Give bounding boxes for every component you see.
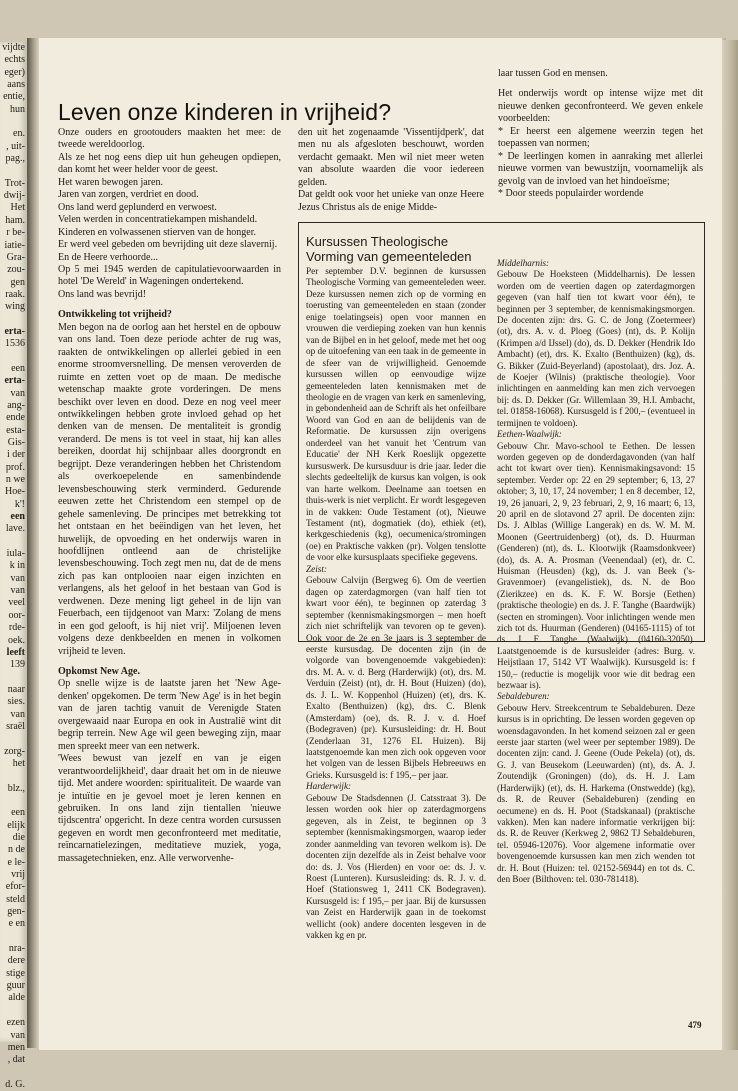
article-column-2-top bbox=[298, 127, 484, 214]
prev-page-fragment: een bbox=[11, 362, 25, 374]
box-intro: Per september D.V. beginnen de kursussen Theologische Vorming van gemeenteleden weer. Deze kursussen nemen zich op de vorming en toerusting van gemeenteleden en staan (zonder enige toelatingseis) open voor mannen en vrouwen die verdieping zoeken van hun kennis van de Bijbel en in het geloof, mede met het oog op de uitoefening van een taak in de gemeente in de sfeer van de vrijwilligheid. Genoemde kursussen willen op eenvoudige wijze gemeenteleden laten kennismaken met de theologie en de vragen van kerk en samenleving, in gebondenheid aan de Schrift als het onfeilbare Woord van God en aan de belijdenis van de Reformatie. De kursussen zijn overigens onderdeel van het vanuit het 'Centrum van Educatie' der NH Kerk Roeslijk opgezette kursuswerk. De kursusduur is drie jaar. Ieder die slechts gedeeltelijk de kursus kan volgen, is ook van harte welkom. Deelname aan toetsen en thuis-werk is niet verplicht. Er wordt lesgegeven in de vakken: Oude Testament (ot), Nieuwe Testament (nt), dogmatiek (do), ethiek (et), kerkgeschiedenis (kg), oecumenica/stromingen (oe) en Praktische vakken (pr). Volgen tenslotte de voor elke kursusplaats specifieke gegevens. bbox=[306, 266, 486, 563]
paragraph-middelaar-end: laar tussen God en mensen. bbox=[498, 68, 608, 79]
prev-page-fragment: Hoe- bbox=[5, 486, 25, 498]
prev-page-fragment: iula- bbox=[6, 548, 25, 560]
prev-page-fragment: Gis- bbox=[7, 437, 25, 448]
prev-page-fragment: elijk bbox=[7, 819, 25, 831]
prev-page-fragment: dwij- bbox=[3, 190, 25, 202]
prev-page-fragment: van bbox=[10, 572, 25, 584]
intro-line: Op 5 mei 1945 werden de capitulatievoorwaarden in hotel 'De Wereld' in Wageningen ondertekend. bbox=[58, 263, 281, 288]
prev-page-fragment: erta- bbox=[4, 375, 25, 387]
prev-page-fragment: e le- bbox=[7, 856, 25, 868]
prev-page-fragment: n de bbox=[8, 844, 25, 856]
prev-page-fragment: oor- bbox=[8, 609, 25, 621]
prev-page-fragment: gen- bbox=[7, 906, 25, 918]
prev-page-fragment: d. G. bbox=[5, 1078, 25, 1090]
intro-lines bbox=[58, 127, 281, 301]
paragraph-new-age: Op snelle wijze is de laatste jaren het 'New Age-denken' opgekomen. De term 'New Age' is in het begin van de jaren tachtig vanuit de Verenigde Staten overgewaaid naar Europa en ook in Australië wint dit begrip terrein. New Age wil geen beweging zijn, maar men spreekt meer van een netwerk. bbox=[58, 678, 281, 752]
prev-page-fragment: wing bbox=[5, 301, 25, 313]
intro-line: Onze ouders en grootouders maakten het mee: de tweede wereldoorlog. bbox=[58, 127, 281, 151]
prev-page-fragment bbox=[0, 536, 27, 548]
box-title-line-2: Vorming van gemeenteleden bbox=[306, 249, 472, 264]
prev-page-fragment bbox=[0, 770, 27, 782]
prev-page-fragment: een bbox=[11, 807, 25, 819]
box-title bbox=[306, 234, 472, 264]
prev-page-fragment: die bbox=[12, 832, 25, 843]
prev-page-fragment: Trot- bbox=[4, 177, 25, 189]
eethen-details: Gebouw Chr. Mavo-school te Eethen. De lessen worden gegeven op de donderdagavonden (van half acht tot kwart over tien). Kennismakingsavond: 15 september. Verder op: 22 en 29 september; 6, 13, 27 oktober; 3, 10, 17, 24 november; 1 en 8 december, 12, 19, 26 januari, 2, 9, 23 februari, 2, 9, 16 maart; 6, 13, 20 april en de slotavond 27 april. De docenten zijn: Ds. J. Alblas (Willige Langerak) en ds. W. M. M. Moonen (Geertruidenberg) (ot), ds. D. Huurman (Genderen) (nt), ds. L. Klootwijk (Raamsdonkveer) (do), ds. A. A. Prosman (Veenendaal) (et), dr. C. Huisman (Heusden) (kg), ds. J. van Beek ('s-Gravenmoer) (evangelistiek), ds. N. de Boo (Zierikzee) en ds. K. F. W. Borsje (Eethen) (praktische theologie) en ds. J. F. Tanghe (Baardwijk) (secten en stromingen). Voor inlichtingen wende men zich tot ds. Huurman (Genderen) (04165-1115) of tot ds. J. F. Tanghe (Waalwijk) (04160-32050). Laatstgenoemde is de kursusleider (adres: Burg. v. Heijstlaan 17, 5142 VT Waalwijk). Kursusgeld is: f 150,– (reductie is mogelijk voor wie dit bedrag een bezwaar is). bbox=[497, 440, 695, 691]
prev-page-fragment: guur bbox=[6, 980, 25, 992]
article-column-3-top bbox=[498, 68, 703, 201]
prev-page-fragment: efor- bbox=[5, 881, 25, 893]
prev-page-fragment: steld bbox=[6, 893, 25, 905]
heading-ontwikkeling: Ontwikkeling tot vrijheid? bbox=[58, 309, 172, 321]
prev-page-fragment bbox=[0, 795, 27, 807]
paragraph-middelaar: Dat geldt ook voor het unieke van onze Heere Jezus Christus als de enige Midde- bbox=[298, 189, 484, 213]
prev-page-fragment: ezen bbox=[6, 1017, 25, 1029]
page-number: 479 bbox=[688, 1020, 702, 1030]
prev-page-fragment: pag., bbox=[5, 153, 25, 165]
prev-page-fragment: dere bbox=[7, 955, 25, 967]
prev-page-fragment: Het bbox=[10, 202, 25, 214]
location-zeist: Zeist: bbox=[306, 563, 327, 574]
prev-page-fragment bbox=[0, 931, 27, 943]
intro-line: Als ze het nog eens diep uit hun geheugen opdiepen, dan komt het weer helder voor de geest. bbox=[58, 151, 281, 176]
prev-page-fragment: e en bbox=[8, 918, 25, 930]
box-column-left bbox=[306, 266, 486, 942]
example-bullets bbox=[498, 126, 703, 201]
prev-page-fragment: hun bbox=[10, 103, 25, 115]
intro-line: Kinderen en volwassenen stierven van de honger. bbox=[58, 226, 256, 238]
bullet-item: * De leerlingen komen in aanraking met allerlei nieuwe vormen van bewustzijn, voornamelijk als gevolg van de invloed van het hindoeïsme; bbox=[498, 150, 703, 187]
prev-page-fragment bbox=[0, 733, 27, 745]
zeist-details: Gebouw Calvijn (Bergweg 6). Om de veertien dagen op zaterdagmorgen (van half tien tot kwart voor één), te beginnen op zaterdag 3 september (kennismakingsmorgen – men hoeft zich niet schriftelijk van tevoren op te geven). Ook voor de 2e en 3e jaars is 3 september de eerste kursusdag. De docenten zijn (in de volgorde van bovengenoemde vakgebieden): drs. M. A. v. d. Berg (Harderwijk) (ot), drs. M. Verduin (Zeist) (nt), dr. H. Bout (Huizen) (do), ds. J. L. W. Koppenhol (Huizen) (et), drs. K. Exalto (Benthuizen) (kg), drs. C. Blenk (Amsterdam) (oe), ds. R. J. v. d. Hoef (Bodegraven) (pr). Kursusleiding: dr. H. Bout (Zenderlaan 31, 1276 EL Huizen). Bij laatstgenoemde kan men zich ook opgeven voor het volgen van de lessen Bijbels Hebreeuws en Grieks. Kursusgeld is: f 195,– per jaar. bbox=[306, 575, 486, 780]
location-harderwijk: Harderwijk: bbox=[306, 781, 352, 792]
prev-page-fragment bbox=[0, 351, 27, 363]
prev-page-fragment: sraël bbox=[6, 720, 25, 732]
prev-page-fragment: nra- bbox=[8, 943, 25, 955]
prev-page-fragment: leeft bbox=[6, 646, 25, 658]
box-title-line-1: Kursussen Theologische bbox=[306, 234, 449, 249]
prev-page-fragment bbox=[0, 314, 27, 326]
intro-line: Velen werden in concentratiekampen mishandeld. bbox=[58, 214, 258, 226]
paragraph-new-age-2: 'Wees bewust van jezelf en van je eigen verantwoordelijkheid', daar draait het om in de nieuwe tijd. Met andere woorden: spiritualiteit. De waarde van je intuïtie en je gevoel moet je leren kennen en gebruiken. In ons land zijn tientallen 'nieuwe tijdscentra' opgericht. In deze centra worden cursussen gegeven en wordt men geconfronteerd met meditatie, reïncarnatielezingen, meditatieve muziek, yoga, massagetechnieken, enz. Alle verworvenhe- bbox=[58, 753, 281, 864]
prev-page-fragment: lave. bbox=[5, 523, 25, 535]
prev-page-fragment: echts bbox=[4, 54, 25, 66]
prev-page-fragment: r be- bbox=[6, 227, 25, 239]
prev-page-fragment: , dat bbox=[7, 1054, 25, 1066]
prev-page-fragment: veel bbox=[8, 597, 25, 609]
article-title: Leven onze kinderen in vrijheid? bbox=[58, 99, 392, 125]
paragraph-ontwikkeling: Men begon na de oorlog aan het herstel en de opbouw van ons land. Toen deze periode achter de rug was, raakten de ontwikkelingen op allerlei gebied in een enorme stroomversnelling. De mensen veroverden de ruimte en zetten voet op de maan. De medische wetenschap maakte grote vorderingen. De mens beschikt over leven en dood. Deze en nog veel meer ontwikkelingen hebben grote invloed gehad op het denken van de mensen. De mentaliteit is grondig veranderd. De mens is tot veel in staat, hij kan alles bereiken, doordat hij schijnbaar alles doorgrondt en begrijpt. Deze veranderingen hebben het Christendom als overkoepelende en samenbindende levensbeschouwing sterk verminderd. Gedurende eeuwen zette het Christendom een stempel op de gehele samenleving. De principes met betrekking tot het ontstaan en het beëindigen van het leven, het huwelijk, de opvoeding en het onderwijs waren in hoofdlijnen ontleend aan de christelijke levensbeschouwing. Toch zegt men nu, dat de de mens zich pas kan ontplooien naar eigen inzichten en verlangens, als het geloof in het bestaan van God is verdwenen. Deze mening ligt geheel in de lijn van Feuerbach, een tijdgenoot van Marx: 'Zolang de mens in een god gelooft, is hij niet vrij'. Miljoenen leven volgens deze denkbeelden en menen in volkomen vrijheid te leven. bbox=[58, 321, 281, 657]
prev-page-fragment: i der bbox=[6, 449, 25, 461]
intro-line: Het waren bewogen jaren. bbox=[58, 176, 163, 188]
paragraph-onderwijs: Het onderwijs wordt op intense wijze met dit nieuwe denken geconfronteerd. We geven enkele voorbeelden: bbox=[498, 88, 703, 125]
intro-line: Ons land was bevrijd! bbox=[58, 288, 147, 300]
prev-page-fragment: men bbox=[7, 1041, 25, 1053]
prev-page-fragment: 139 bbox=[10, 659, 25, 671]
middelharnis-details: Gebouw De Hoeksteen (Middelharnis). De lessen worden om de veertien dagen op zaterdagmorgen gegeven (van half tien tot kwart voor één), te beginnen per 3 september, de kennismakingsmorgen. De docenten zijn: drs. G. C. de Jong (Zoetermeer) (ot), drs. A. v. d. Ploeg (Goes) (nt), ds. P. Kolijn (Krimpen a/d IJssel) (do), ds. D. Dekker (Hendrik Ido Ambacht) (et), drs. K. Exalto (Benthuizen) (kg), ds. G. Bikker (Zuid-Beyerland) (apostolaat), drs. Joz. A. de Koejer (Wilnis) (praktische theologie). Voor inlichtingen en aanmelding kan men zich vervoegen bij: ds. D. Dekker (Gr. Willemlaan 39, H.I. Ambacht, tel. 01858-16068). Kursusgeld is f 200,– (eventueel in termijnen te voldoen). bbox=[497, 269, 695, 428]
heading-new-age: Opkomst New Age. bbox=[58, 666, 140, 678]
bullet-item: * Door steeds populairder wordende bbox=[498, 188, 644, 200]
box-column-right bbox=[497, 258, 695, 885]
prev-page-fragment: van bbox=[10, 387, 25, 399]
bullet-item: * Er heerst een algemene weerzin tegen het toepassen van normen; bbox=[498, 125, 703, 150]
prev-page-fragment: raak. bbox=[5, 288, 25, 300]
prev-page-fragment: prof. bbox=[5, 461, 25, 473]
prev-page-fragment: Gra- bbox=[6, 251, 25, 263]
prev-page-fragment bbox=[0, 1005, 27, 1017]
prev-page-fragment: van bbox=[10, 585, 25, 597]
harderwijk-details: Gebouw De Stadsdennen (J. Catsstraat 3). De lessen worden ook hier op zaterdagmorgens gegeven, als in Zeist, te beginnen op 3 september (kennismakingsmorgen, waarop ieder zonder aanmelding van tevoren welkom is). De docenten zijn dezelfde als in Zeist behalve voor do: ds. J. Vos (Hierden) en voor oe: ds. J. v. Roest (Lunteren). Kursusleiding: ds. R. J. v. d. Hoef (Stationsweg 1, 2411 CK Bodegraven). Kursusgeld is: f 195,– per jaar. Bij de kursussen van Zeist en Harderwijk gaan in de toekomst wellicht (ook) andere docenten lesgeven in de vakken kg en pr. bbox=[306, 792, 486, 941]
prev-page-fragment: iatie- bbox=[4, 239, 25, 251]
previous-page-edge bbox=[0, 42, 28, 1090]
prev-page-fragment: alde bbox=[8, 992, 25, 1004]
prev-page-fragment: eger) bbox=[4, 66, 25, 78]
prev-page-fragment bbox=[0, 116, 27, 128]
prev-page-fragment bbox=[0, 1067, 27, 1079]
prev-page-fragment: stige bbox=[6, 967, 25, 979]
page-stack-edge bbox=[722, 40, 738, 1050]
prev-page-fragment: oek. bbox=[8, 634, 25, 646]
prev-page-fragment: 1536 bbox=[5, 338, 25, 350]
prev-page-fragment: rde- bbox=[8, 622, 25, 634]
prev-page-fragment: van bbox=[10, 708, 25, 720]
prev-page-fragment: en. bbox=[13, 128, 25, 140]
prev-page-fragment: k'! bbox=[14, 498, 25, 510]
prev-page-fragment: vrij bbox=[11, 869, 25, 881]
prev-page-fragment: zorg- bbox=[4, 745, 25, 757]
location-sebaldeburen: Sebaldeburen: bbox=[497, 691, 550, 702]
book-gutter bbox=[27, 38, 39, 1048]
prev-page-fragment bbox=[0, 165, 27, 177]
prev-page-fragment: ang- bbox=[7, 399, 25, 411]
prev-page-fragment: van bbox=[10, 1029, 25, 1041]
prev-page-fragment: esta- bbox=[6, 424, 25, 436]
prev-page-fragment: zou- bbox=[7, 264, 25, 276]
prev-page-fragment bbox=[0, 672, 27, 684]
prev-page-fragment: ende bbox=[6, 412, 25, 424]
prev-page-fragment: blz., bbox=[7, 782, 25, 794]
intro-line: Jaren van zorgen, verdriet en dood. bbox=[58, 189, 199, 201]
prev-page-fragment: aans bbox=[7, 79, 25, 91]
intro-line: Ons land werd geplunderd en verwoest. bbox=[58, 201, 217, 213]
prev-page-fragment: n we bbox=[5, 474, 25, 486]
prev-page-fragment: sies. bbox=[7, 696, 25, 708]
prev-page-fragment: ham. bbox=[5, 214, 25, 226]
location-middelharnis: Middelharnis: bbox=[497, 258, 550, 268]
sebaldeburen-details: Gebouw Herv. Streekcentrum te Sebaldeburen. Deze kursus is in oprichting. De lessen worden gegeven op woensdagavonden. In het komend seizoen zal er geen eerste jaar starten (wel weer per september 1989). De docenten zijn: cand. J. Geene (Oude Pekela) (ot), ds. G. J. van Beusekom (Leeuwarden) (nt), ds. A. J. Zoutendijk (Groningen) (do), ds. H. J. Lam (Harderwijk) (et), ds. H. Harkema (Onstwedde) (kg), ds. R. de Reuver (Sebaldeburen) (zending en oecumene) en ds. H. Poot (Stadskanaal) (praktische vakken). Men kan nadere informatie verkrijgen bij: ds. R. de Reuver (Kerkweg 2, 9862 TJ Sebaldeburen, tel. 05946-12076). Voor algemene informatie over bovengenoemde kursussen kan men zich wenden tot dr. H. Bout (Huizen: tel. 02152-56944) en tot ds. C. den Boer (Bilthoven: tel. 030-781418). bbox=[497, 702, 695, 884]
article-column-1 bbox=[58, 127, 281, 865]
prev-page-fragment: gen bbox=[10, 276, 25, 288]
prev-page-fragment: entie, bbox=[3, 91, 25, 103]
prev-page-fragment: het bbox=[12, 757, 25, 769]
prev-page-fragment: een bbox=[10, 511, 25, 523]
prev-page-fragment: , uit- bbox=[6, 140, 25, 152]
paragraph-vissentijdperk: den uit het zogenaamde 'Vissentijdperk', dat men nu als afgesloten beschouwt, worden verdacht gemaakt. Men wil niet meer weten van absolute waarden die voor iedereen gelden. bbox=[298, 127, 484, 188]
prev-page-fragment: naar bbox=[7, 683, 25, 695]
intro-line: Er werd veel gebeden om bevrijding uit deze slavernij. bbox=[58, 239, 278, 251]
prev-page-fragment: vijdte bbox=[2, 42, 25, 53]
intro-line: En de Heere verhoorde... bbox=[58, 251, 158, 263]
location-eethen: Eethen-Waalwijk: bbox=[497, 429, 562, 440]
prev-page-fragment: k in bbox=[9, 560, 25, 572]
prev-page-fragment: erta- bbox=[4, 325, 25, 337]
